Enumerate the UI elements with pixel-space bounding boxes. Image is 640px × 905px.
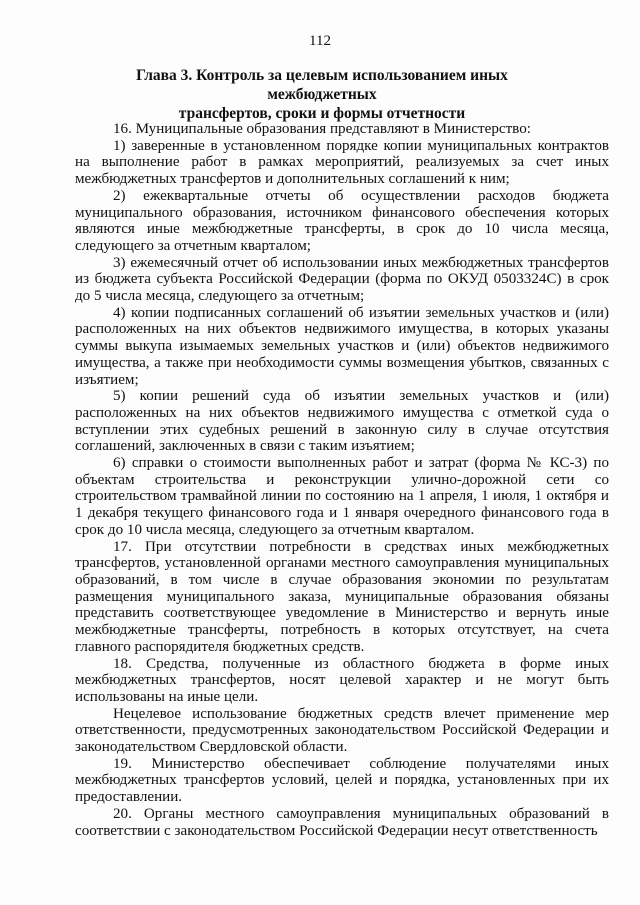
paragraph-17: 17. При отсутствии потребности в средствах иных межбюджетных трансфертов, установленной органами местного самоуправления муниципальных образований, в том числе в случае образования экономии по результатам размещения муниципального заказа, муниципальные образования обязаны представить соответствующее уведомление в Министерство и вернуть иные межбюджетные трансферты, потребность в которых отсутствует, на счета главного распорядителя бюджетных средств.	[75, 538, 609, 655]
paragraph-16-item-6: 6) справки о стоимости выполненных работ и затрат (форма № КС-3) по объектам строительства и реконструкции улично-дорожной сети со строительством трамвайной линии по состоянию на 1 апреля, 1 июля, 1 октября и 1 декабря текущего финансового года и 1 января очередного финансового года в срок до 10 числа месяца, следующего за отчетным кварталом.	[75, 455, 609, 538]
body-text	[75, 121, 609, 839]
paragraph-16-item-5: 5) копии решений суда об изъятии земельных участков и (или) расположенных на них объектов недвижимого имущества с отметкой суда о вступлении этих судебных решений в законную силу в случае отсутствия соглашений, заключенных в связи с таким изъятием;	[75, 388, 609, 455]
paragraph-16-item-4: 4) копии подписанных соглашений об изъятии земельных участков и (или) расположенных на них объектов недвижимого имущества, в которых указаны суммы выкупа изымаемых земельных участков и (или) объектов недвижимого имущества, а также при необходимости суммы возмещения убытков, связанных с изъятием;	[75, 304, 609, 388]
paragraph-20: 20. Органы местного самоуправления муниципальных образований в соответствии с законодательством Российской Федерации несут ответственность	[75, 805, 609, 839]
paragraph-16-item-2: 2) ежеквартальные отчеты об осуществлении расходов бюджета муниципального образования, источником финансового обеспечения которых являются иные межбюджетные трансферты, в срок до 10 числа месяца, следующего за отчетным кварталом;	[75, 187, 609, 254]
paragraph-16: 16. Муниципальные образования представляют в Министерство:	[113, 121, 531, 137]
paragraph-16-item-1: 1) заверенные в установленном порядке копии муниципальных контрактов на выполнение работ в рамках мероприятий, реализуемых за счет иных межбюджетных трансфертов и дополнительных соглашений к ним;	[75, 137, 609, 188]
paragraph-16-item-3: 3) ежемесячный отчет об использовании иных межбюджетных трансфертов из бюджета субъекта Российской Федерации (форма по ОКУД 0503324С) в срок до 5 числа месяца, следующего за отчетным;	[75, 254, 609, 305]
paragraph-19: 19. Министерство обеспечивает соблюдение получателями иных межбюджетных трансфертов условий, целей и порядка, установленных при их предоставлении.	[75, 755, 609, 806]
chapter-title	[95, 66, 549, 123]
paragraph-18-continuation: Нецелевое использование бюджетных средств влечет применение мер ответственности, предусмотренных законодательством Российской Федерации и законодательством Свердловской области.	[75, 705, 609, 756]
paragraph-18: 18. Средства, полученные из областного бюджета в форме иных межбюджетных трансфертов, носят целевой характер и не могут быть использованы на иные цели.	[75, 655, 609, 705]
chapter-title-line-2: трансфертов, сроки и формы отчетности	[178, 105, 466, 122]
page-number: 112	[309, 33, 331, 49]
chapter-title-line-1: Глава 3. Контроль за целевым использованием иных межбюджетных	[136, 67, 508, 103]
